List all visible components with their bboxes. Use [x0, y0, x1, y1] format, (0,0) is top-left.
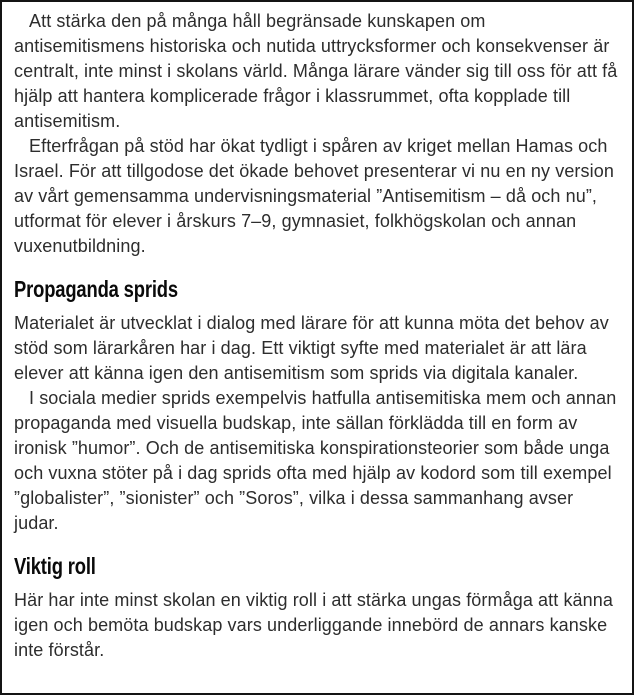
section-heading-propaganda-sprids: Propaganda sprids: [14, 276, 178, 302]
paragraph: Efterfrågan på stöd har ökat tydligt i spåren av kriget mellan Hamas och Israel. För att tillgodose det ökade behovet presenterar vi nu en ny version av vårt gemensamma undervisningsmaterial ”Antisemitism – då och nu”, utformat för elever i årskurs 7–9, gymnasiet, folkhögskolan och annan vuxenutbildning.: [14, 136, 614, 256]
section-heading-viktig-roll: Viktig roll: [14, 553, 96, 579]
paragraph: Här har inte minst skolan en viktig roll i att stärka ungas förmåga att känna igen och bemöta budskap vars underliggande innebörd de annars kanske inte förstår.: [14, 590, 613, 660]
paragraph: Att stärka den på många håll begränsade kunskapen om antisemitismens historiska och nutida uttrycksformer och konsekvenser är centralt, inte minst i skolans värld. Många lärare vänder sig till oss för att få hjälp att hantera komplicerade frågor i klassrummet, ofta kopplade till antisemitism.: [14, 11, 618, 131]
paragraph: Materialet är utvecklat i dialog med lärare för att kunna möta det behov av stöd som lärarkåren har i dag. Ett viktigt syfte med materialet är att lära elever att känna igen den antisemitism som sprids via digitala kanaler.: [14, 313, 609, 383]
article-body: [14, 9, 620, 663]
paragraph: I sociala medier sprids exempelvis hatfulla antisemitiska mem och annan propaganda med visuella budskap, inte sällan förklädda till en form av ironisk ”humor”. Och de antisemitiska konspirationsteorier som både unga och vuxna stöter på i dag sprids ofta med hjälp av kodord som till exempel ”globalister”, ”sionister” och ”Soros”, vilka i dessa sammanhang avser judar.: [14, 388, 617, 533]
